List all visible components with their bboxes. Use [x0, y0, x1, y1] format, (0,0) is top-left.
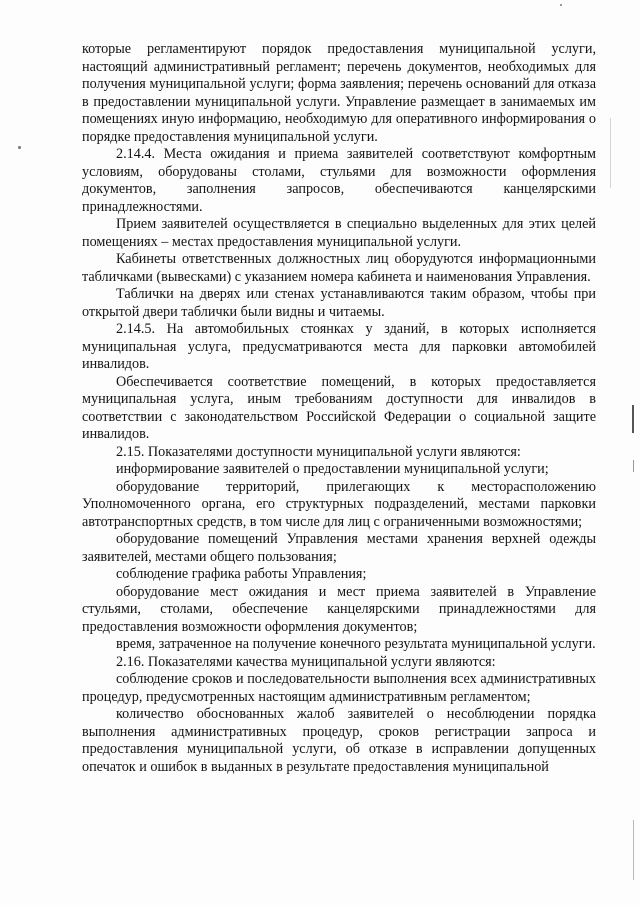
- scan-speck: [18, 146, 21, 149]
- paragraph-2-15-heading: 2.15. Показателями доступности муниципальной услуги являются:: [116, 443, 521, 460]
- scan-edge-mark: [610, 118, 611, 188]
- list-item-parking: оборудование территорий, прилегающих к месторасположению Уполномоченного органа, его структурных подразделений, местами парковки автотранспортных средств, в том числе для лиц с ограниченными возможностями;: [82, 478, 596, 530]
- list-item-waiting-areas: оборудование мест ожидания и мест приема заявителей в Управление стульями, столами, обеспечение канцелярскими принадлежностями для предоставления возможности оформления документов;: [82, 583, 596, 635]
- scan-edge-mark: [633, 820, 634, 880]
- scan-edge-mark: [633, 460, 634, 472]
- paragraph-offices-signs: Кабинеты ответственных должностных лиц оборудуются информационными табличками (вывесками) с указанием номера кабинета и наименования Управления.: [82, 251, 596, 285]
- list-item-time-spent: время, затраченное на получение конечного результата муниципальной услуги.: [116, 636, 596, 652]
- scan-edge-mark: [632, 405, 634, 433]
- paragraph-2-14-4: 2.14.4. Места ожидания и приема заявителей соответствуют комфортным условиям, оборудованы столами, стульями для возможности оформления документов, заполнения запросов, обеспечиваются канцелярскими принадлежностями.: [82, 146, 596, 215]
- list-item-informing: информирование заявителей о предоставлении муниципальной услуги;: [116, 461, 549, 477]
- list-item-cloakroom: оборудование помещений Управления местами хранения верхней одежды заявителей, местами общего пользования;: [82, 531, 596, 565]
- list-item-deadlines: соблюдение сроков и последовательности выполнения всех административных процедур, предусмотренных настоящим административным регламентом;: [82, 671, 596, 705]
- list-item-complaints: количество обоснованных жалоб заявителей о несоблюдении порядка выполнения административных процедур, сроков регистрации запроса и предоставления муниципальной услуги, об отказе в исправлении допущенных опечаток и ошибок в выданных в результате предоставления муниципальной: [82, 706, 596, 775]
- list-item-schedule: соблюдение графика работы Управления;: [116, 566, 367, 582]
- scan-speck: [560, 4, 562, 6]
- paragraph-continuation: которые регламентируют порядок предоставления муниципальной услуги, настоящий административный регламент; перечень документов, необходимых для получения муниципальной услуги; форма заявления; перечень оснований для отказа в предоставлении муниципальной услуги. Управление размещает в занимаемых им помещениях иную информацию, необходимую для оперативного информирования о порядке предоставления муниципальной услуги.: [82, 41, 596, 145]
- paragraph-reception: Прием заявителей осуществляется в специально выделенных для этих целей помещениях – местах предоставления муниципальной услуги.: [82, 216, 596, 250]
- paragraph-2-14-5: 2.14.5. На автомобильных стоянках у зданий, в которых исполняется муниципальная услуга, предусматриваются места для парковки автомобилей инвалидов.: [82, 321, 596, 372]
- paragraph-2-16-heading: 2.16. Показателями качества муниципальной услуги являются:: [116, 653, 496, 670]
- paragraph-door-signs: Таблички на дверях или стенах устанавливаются таким образом, чтобы при открытой двери таблички были видны и читаемы.: [82, 286, 596, 320]
- paragraph-accessibility-compliance: Обеспечивается соответствие помещений, в которых предоставляется муниципальная услуга, иным требованиям доступности для инвалидов в соответствии с законодательством Российской Федерации о социальной защите инвалидов.: [82, 373, 596, 442]
- document-body: [82, 41, 596, 776]
